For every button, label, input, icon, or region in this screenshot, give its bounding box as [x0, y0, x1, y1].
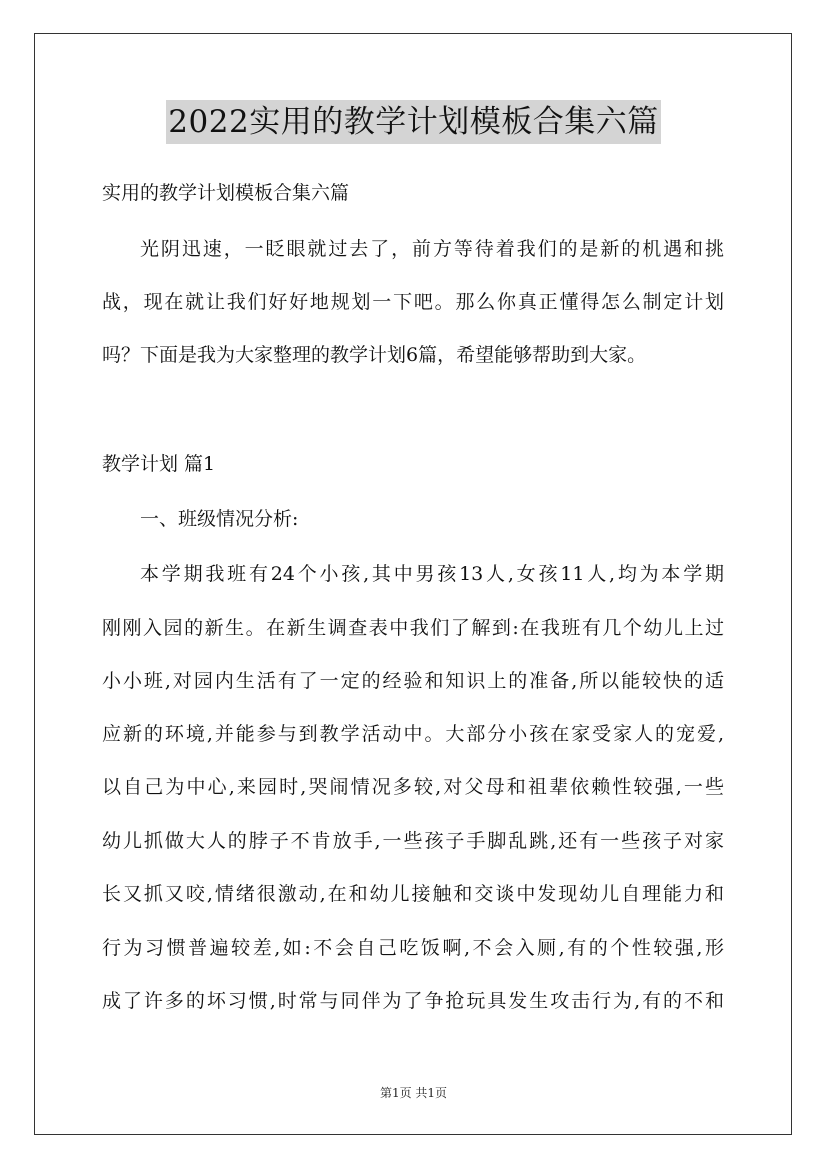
title-container: [0, 100, 827, 144]
body-line: 幼儿抓做大人的脖子不肯放手,一些孩子手脚乱跳,还有一些孩子对家: [102, 830, 724, 852]
body-line: 应新的环境,并能参与到教学活动中。大部分小孩在家受家人的宠爱,: [102, 723, 724, 745]
subsection-heading: 一、班级情况分析:: [140, 508, 299, 530]
intro-line: 光阴迅速，一眨眼就过去了，前方等待着我们的是新的机遇和挑: [140, 238, 724, 260]
body-line: 成了许多的坏习惯,时常与同伴为了争抢玩具发生攻击行为,有的不和: [102, 990, 724, 1012]
document-subtitle: 实用的教学计划模板合集六篇: [102, 182, 350, 204]
body-line: 本学期我班有24个小孩,其中男孩13人,女孩11人,均为本学期: [140, 563, 724, 585]
intro-line: 战，现在就让我们好好地规划一下吧。那么你真正懂得怎么制定计划: [102, 291, 724, 313]
body-line: 刚刚入园的新生。在新生调查表中我们了解到:在我班有几个幼儿上过: [102, 617, 724, 639]
body-line: 行为习惯普遍较差,如:不会自己吃饭啊,不会入厕,有的个性较强,形: [102, 937, 724, 959]
body-line: 长又抓又咬,情绪很激动,在和幼儿接触和交谈中发现幼儿自理能力和: [102, 883, 724, 905]
body-line: 小小班,对园内生活有了一定的经验和知识上的准备,所以能较快的适: [102, 670, 724, 692]
intro-line: 吗？下面是我为大家整理的教学计划6篇，希望能够帮助到大家。: [102, 344, 647, 366]
section-heading: 教学计划 篇1: [102, 453, 216, 475]
page-footer: 第1页 共1页: [379, 1086, 448, 1100]
document-title: 2022实用的教学计划模板合集六篇: [166, 100, 660, 144]
body-line: 以自己为中心,来园时,哭闹情况多较,对父母和祖辈依赖性较强,一些: [102, 776, 724, 798]
